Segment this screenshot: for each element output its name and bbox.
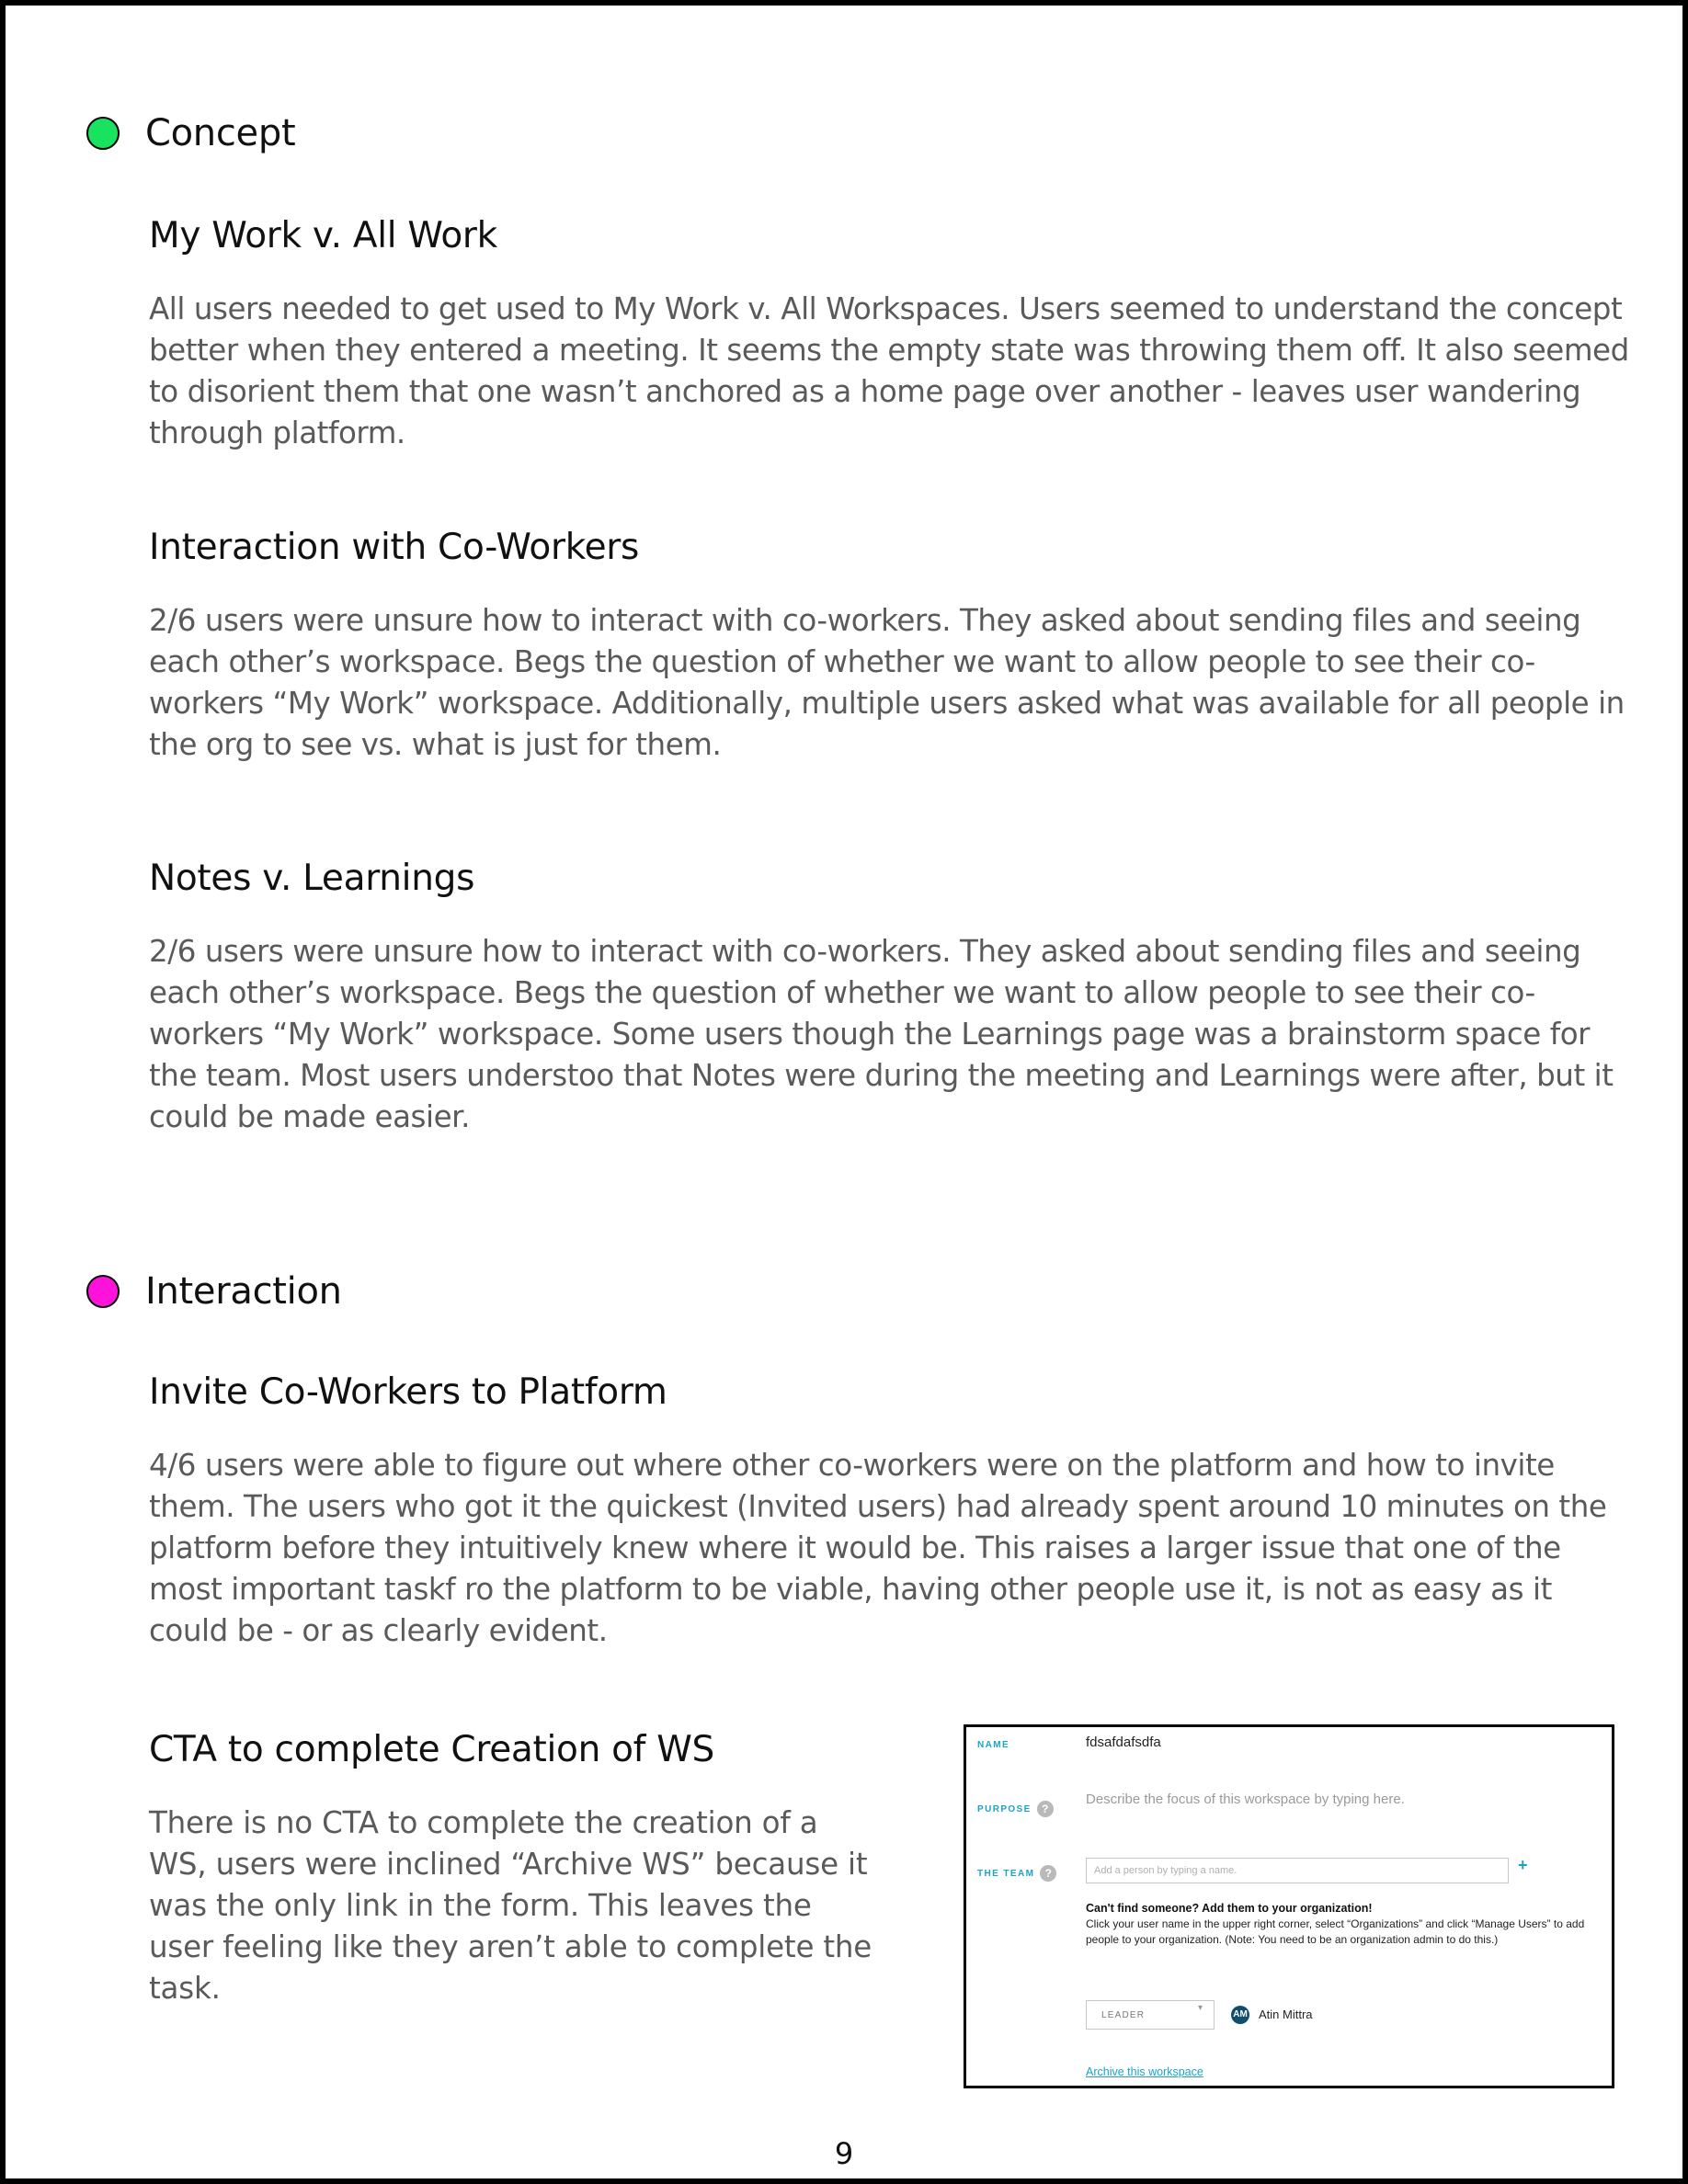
purpose-field[interactable]: Describe the focus of this workspace by typing here. xyxy=(1086,1792,1405,1807)
interaction-body-invite: 4/6 users were able to figure out where other co-workers were on the platform and how to invite them. The users who got it the quickest (Invited users) had already spent around 10 minutes on the platform before they intuitively knew where it would be. This raises a larger issue that one of the most important taskf ro the platform to be viable, having other people use it, is not as easy as it could be - or as clearly evident. xyxy=(149,1448,1607,1648)
team-member-input[interactable]: Add a person by typing a name. xyxy=(1086,1858,1509,1883)
archive-workspace-link[interactable]: Archive this workspace xyxy=(1086,2065,1203,2078)
workspace-form-screenshot xyxy=(964,1724,1614,2088)
purpose-label: PURPOSE ? xyxy=(977,1801,1054,1817)
interaction-section-title: Interaction xyxy=(145,1270,342,1313)
interaction-body-cta: There is no CTA to complete the creation of a WS, users were inclined “Archive WS” because it was the only link in the form. This leaves the user feeling like they aren’t able to complete the task. xyxy=(149,1805,873,2006)
green-status-dot-icon xyxy=(86,117,120,150)
role-select[interactable]: LEADER xyxy=(1086,2000,1215,2030)
concept-body-notes: 2/6 users were unsure how to interact with co-workers. They asked about sending files and seeing each other’s workspace. Begs the question of whether we want to allow people to see their co-workers “My Work” workspace. Some users though the Learnings page was a brainstorm space for the team. Most users understoo that Notes were during the meeting and Learnings were after, but it could be made easier. xyxy=(149,934,1614,1134)
workspace-name-field[interactable]: fdsafdafsdfa xyxy=(1086,1735,1161,1750)
concept-heading-my-work: My Work v. All Work xyxy=(149,215,497,256)
concept-body-coworkers: 2/6 users were unsure how to interact with co-workers. They asked about sending files and seeing each other’s workspace. Begs the question of whether we want to allow people to see their co-workers “My Work” workspace. Additionally, multiple users asked what was available for all people in the org to see vs. what is just for them. xyxy=(149,603,1625,762)
interaction-heading-cta: CTA to complete Creation of WS xyxy=(149,1729,714,1770)
interaction-heading-invite: Invite Co-Workers to Platform xyxy=(149,1371,667,1413)
magenta-status-dot-icon xyxy=(86,1275,120,1308)
concept-body-my-work: All users needed to get used to My Work v. All Workspaces. Users seemed to understand the concept better when they entered a meeting. It seems the empty state was throwing them off. It also seemed to disorient them that one wasn’t anchored as a home page over another - leaves user wandering through platform. xyxy=(149,291,1629,450)
chevron-down-icon: ▾ xyxy=(1198,2003,1203,2013)
cant-find-instructions: Click your user name in the upper right corner, select “Organizations” and click “Manage Users” to add people to your organization. (Note: You need to be an organization admin to do this.) xyxy=(1086,1917,1585,1946)
concept-section-header xyxy=(86,112,295,154)
team-label: THE TEAM ? xyxy=(977,1865,1056,1882)
concept-section-title: Concept xyxy=(145,112,296,154)
cant-find-heading: Can't find someone? Add them to your organization! xyxy=(1086,1902,1373,1915)
help-icon[interactable]: ? xyxy=(1040,1865,1056,1882)
help-icon[interactable]: ? xyxy=(1037,1801,1054,1817)
avatar: AM xyxy=(1231,2006,1249,2024)
team-member-name: Atin Mittra xyxy=(1259,2008,1313,2021)
page-number: 9 xyxy=(834,2136,854,2171)
concept-heading-coworkers: Interaction with Co-Workers xyxy=(149,527,640,568)
concept-heading-notes: Notes v. Learnings xyxy=(149,858,475,899)
add-member-plus-icon[interactable]: + xyxy=(1518,1856,1528,1874)
name-label: NAME xyxy=(977,1740,1010,1750)
interaction-section-header xyxy=(86,1270,342,1313)
